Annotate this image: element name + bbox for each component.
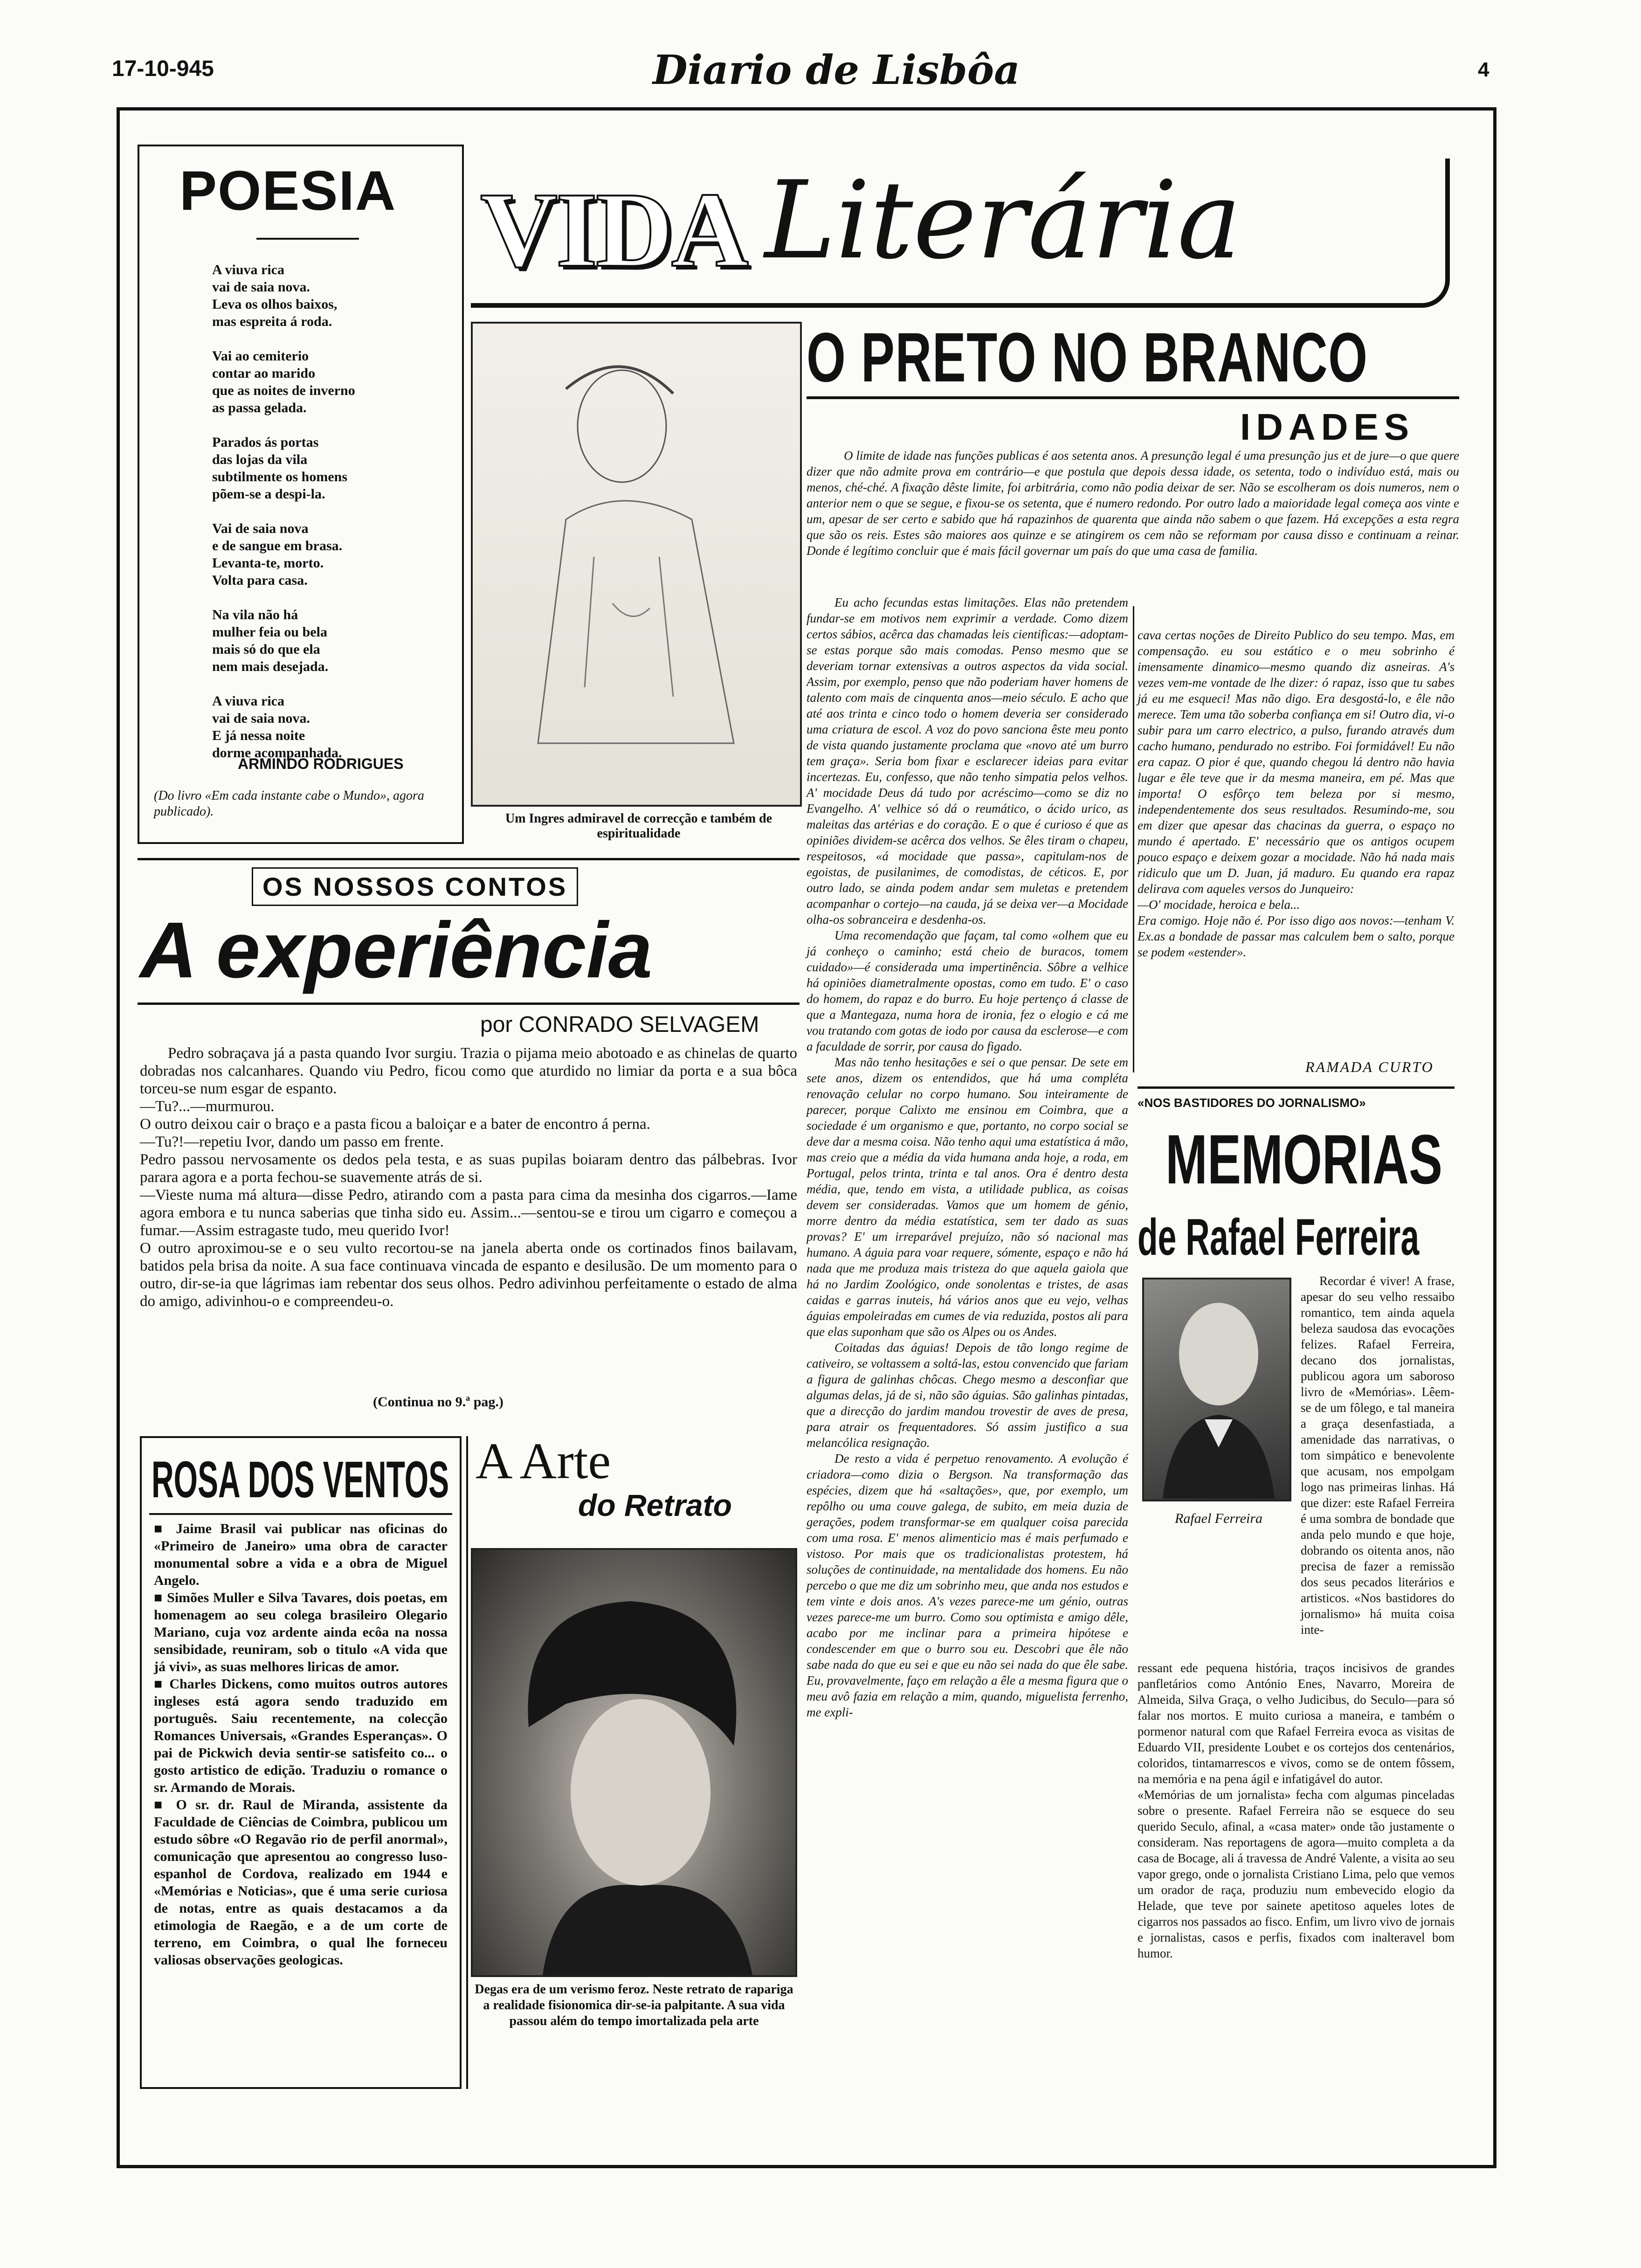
preto-col1 [807,595,1128,1720]
rosa-rule [149,1513,452,1515]
square-bullet-icon: ■ [154,1590,167,1605]
memorias-wide-col: ressant ede pequena história, traços incisivos de grandes panfletários como António Enes, Navarro, Moreira de Almeida, Silva Graça, o velho Judicibus, do Seculo—para só falar nos mortos. E muito curiosa a maneira, e também o pormenor natural com que Rafael Ferreira evoca as visitas de Eduardo VII, presidente Loubet e os cortejos dos centenários, coloridos, tintamarrescos e vivos, como se de ontem fôssem, na memória e na pena ágil e infatigável do autor. «Memórias de um jornalista» fecha com algumas pinceladas sobre o presente. Rafael Ferreira não se esquece do seu querido Seculo, afinal, a «casa mater» onde tão justamente o consideram. Nas reportagens de agora—muito completa a da casa de Bocage, ali á travessa de André Valente, a visita ao seu vapor grego, onde o jornalista Cristiano Lima, pelo que vemos um orador de raça, produziu num embevecido elogio da Helade, que teve por sainete apetitoso aqueles lotes de cigarros nos passados ao fisco. Enfim, um livro vivo de jornais e jornalistas, casos e perfis, fixados com inalteravel bom humor. [1138,1661,1455,1960]
poem-stanza: Na vila não há mulher feia ou bela mais só do que ela nem mais desejada. [212,607,329,674]
poem-stanza: Parados ás portas das lojas da vila subtilmente os homens põem-se a despi-la. [212,435,348,502]
memorias-rule [1138,1086,1455,1089]
item-text: Jaime Brasil vai publicar nas oficinas do «Primeiro de Janeiro» uma obra de caracter monumental sobre a vida e a obra de Miguel Angelo. [154,1521,448,1588]
ingres-caption: Um Ingres admiravel de correcção e também de espiritualidade [505,811,772,841]
story-byline: por CONRADO SELVAGEM [480,1012,759,1037]
preto-author: RAMADA CURTO [1305,1058,1434,1075]
arte-subtitle: do Retrato [578,1488,732,1522]
item-text: Charles Dickens, como muitos outros autores ingleses está agora sendo traduzido em português. Saiu recentemente, na colecção Romances Universais, «Grandes Esperanças». O pai de Pickwich devia sentir-se satisfeito co... o gosto artistico de edição. Traduziu o romance o sr. Armando de Morais. [154,1676,448,1795]
list-item [154,1520,448,1589]
memorias-narrow-col: Recordar é viver! A frase, apesar do seu velho ressaibo romantico, tem ainda aquela beleza saudosa das evocações felizes. Rafael Ferreira, decano dos jornalistas, publicou agora um saboroso livro de «Memórias». Lêem-se de um fôlego, e tal maneira a graça desenfastiada, a amenidade das narrativas, o tom simpático e benevolente que acusam, nos empolgam logo nas primeiras linhas. Há que dizer: este Rafael Ferreira é uma sombra de bondade que anda pelo mundo e que hoje, dobrando os oitenta anos, não precisa de fazer a remissão dos seus pecados literários e artisticos. «Nos bastidores do jornalismo» há muita coisa inte- [1301,1274,1455,1637]
newspaper-title: Diario de Lisbôa [653,47,1020,94]
preto-subhead: IDADES [1240,406,1415,448]
issue-date: 17-10-945 [112,56,214,81]
square-bullet-icon: ■ [154,1521,176,1536]
poem-stanza: A viuva rica vai de saia nova. E já nessa noite dorme acompanhada. [212,693,342,761]
literaria-word: Literária [765,159,1241,283]
rafael-caption: Rafael Ferreira [1175,1511,1263,1526]
woman-portrait-icon [473,1550,795,1975]
paragraph: Uma recomendação que façam, tal como «olhem que eu já conheço o caminho; está cheio de buracos, tomem cuidado»—é considerada uma impertinência. Sôbre a velhice há opiniões diametralmente opostas, como em tudo. E' o caso do homem, do rapaz e do burro. Eu hoje pertenço á classe de que a Mantegaza, numa hora de ironia, fez o elogio e cá me vou tratando com gotas de iodo por causa da esclerose—e com a faculdade de sorrir, por causa do figado. [807,928,1128,1053]
paragraph: De resto a vida é perpetuo renovamento. A evolução é criadora—como dizia o Bergson. Na transformação das espécies, dizem que há «saltações», que, por exemplo, um repôlho ou uma couve galega, de subito, em meia duzia de gerações, podem transformar-se em qualquer coisa parecida com uma rosa. E' menos alimenticio mas é mais perfumado e vistoso. Por mais que os tradicionalistas protestem, há soluções de continuidade, na mentalidade dos homens. Eu não percebo o que me diz um sobrinho meu, que anda nos estudos e tem vinte e dois anos. A's vezes parece-me um génio, outras vezes parece-me um burro. Como sou optimista e amigo dêle, acabo por me inclinar para a primeira hipótese e condescender em que o burro sou eu. Descobri que êle não sabe nada do que eu sei e que eu não sei nada do que êle sabe. Eu, provavelmente, faço em relação a êle a mesma figura que o meu avô fazia em relação a mim, quando, miguelista ferrenho, me expli- [807,1452,1128,1719]
poem-author: ARMINDO RODRIGUES [238,755,404,772]
list-item [154,1796,448,1969]
memorias-subtitle: de Rafael Ferreira [1138,1209,1420,1266]
paragraph: Coitadas das águias! Depois de tão longo regime de cativeiro, se voltassem a soltá-las, estou convencido que fariam a figura de galinhas chôcas. Chego mesmo a desconfiar que algumas delas, já de si, não são águias. São galinhas pintadas, que a direcção do jardim mandou trovestir de aves de presa, para atrair os frequentadores. Só assim justifico a sua melancólica resignação. [807,1341,1128,1450]
arte-title: A Arte [476,1432,611,1489]
rosa-list [154,1520,448,1969]
degas-caption: Degas era de um verismo feroz. Neste retrato de rapariga a realidade fisionomica dir-se-ia palpitante. A sua vida passou além do tempo imortalizada pela arte [475,1982,793,2028]
list-item [154,1675,448,1796]
continua-note: (Continua no 9.ª pag.) [373,1394,503,1410]
column-rule [1133,606,1134,1072]
square-bullet-icon: ■ [154,1676,170,1692]
memorias-title: MEMORIAS [1165,1120,1442,1198]
degas-portrait [471,1548,797,1977]
contos-kicker: OS NOSSOS CONTOS [252,867,578,906]
title-rule [138,1003,800,1005]
preto-headline: O PRETO NO BRANCO [807,318,1368,396]
sketch-figure-icon [473,324,800,805]
headline-rule [807,396,1459,399]
vida-word: VIDA [480,170,747,289]
story-title: A experiência [140,906,653,995]
list-item [154,1589,448,1675]
page-number: 4 [1478,58,1489,81]
poem-stanza: Vai de saia nova e de sangue em brasa. Levanta-te, morto. Volta para casa. [212,521,343,588]
poesia-title: POESIA [179,159,397,222]
paragraph: Mas não tenho hesitações e sei o que pensar. De sete em sete anos, dizem os entendidos, que há uma compléta renovação celular no corpo humano. Sou inteiramente de parecer, porque Calixto me ensinou em Coimbra, que a sociedade é um organismo e que, portanto, no corpo social se deve dar a mesma coisa. Não tenho aqui uma estatística á mão, mas creio que a média da vida humana anda hoje, a roda, em Portugal, pelos trinta, trinta e tal anos. Ora é dentro desta média, que, tendo em vista, a utilidade publica, as coisas devem ser consideradas. Vamos que um homem de génio, morre dentro da média estatística, sem ter dado as suas provas? E' um irreparável prejuízo, não só nacional mas humano. A águia para voar requere, sómente, espaço e não há nada que me produza mais tristeza do que aquela gaiola que há no Jardim Zoológico, onde sonolentas e tristes, de asas caidas e garras inuteis, há vários anos que eu vejo, velhas águias empoleiradas em cumes de via reduzida, postos ali para que elas suponham que são os Alpes ou os Andes. [807,1055,1128,1339]
story-body: Pedro sobraçava já a pasta quando Ivor surgiu. Trazia o pijama meio abotoado e as chinelas de quarto dobradas nos calcanhares. Quando viu Pedro, ficou como que aturdido no limiar da porta e a sua bôca torceu-se num esgar de espanto. —Tu?...—murmurou. O outro deixou cair o braço e a pasta ficou a baloiçar e a bater de encontro á perna. —Tu?!—repetiu Ivor, dando um passo em frente. Pedro passou nervosamente os dedos pela testa, e as suas pupilas boiaram dentro das pálbebras. Ivor parara agora e a porta fechou-se suavemente atrás de si. —Vieste numa má altura—disse Pedro, atirando com a pasta para cima da mesinha dos cigarros.—Iame agora embora e tu nunca saberias que tinha sido eu. Assim...—sentou-se e tirou um cigarro e começou a fumar.—Assim estragaste tudo, meu querido Ivor! O outro aproximou-se e o seu vulto recortou-se na janela aberta onde os cortinados finos bailavam, batidos pela brisa da noite. A sua face continuava vincada de espanto e desilusão. De um momento para o outro, dir-se-ia que lágrimas iam rebentar dos seus olhos. Pedro adivinhou perfeitamente o estado de alma do amigo, adivinhou-o e compreendeu-o. [140,1045,797,1310]
memorias-kicker: «NOS BASTIDORES DO JORNALISMO» [1138,1096,1366,1110]
preto-intro: O limite de idade nas funções publicas é aos setenta anos. A presunção legal é uma presunção jus et de jure—o que quere dizer que não admite prova em contrário—e que postula que depois dessa idade, os setenta, todo o indivíduo está, mais ou menos, ché-ché. A fixação dêste limite, foi arbitrária, como não podia deixar de ser. Não se escolheram os dois numeros, nem o anterior nem o que se segue, e fixou-se os setenta, que é numero redondo. Por outro lado a maioridade legal começa aos vinte e um, apesar de ser certo e sabido que há rapazinhos de quarenta que ainda não sabem o que fazem. Há excepções a esta regra que são os reis. Estes são maiores aos quinze e se atingirem os cem não se reformam por causa disso e continuam a reinar. Donde é legítimo concluir que é mais fácil governar um país do que uma casa de familia. [807,449,1459,558]
poem-source-note: (Do livro «Em cada instante cabe o Mundo», agora publicado). [154,788,424,819]
item-text: O sr. dr. Raul de Miranda, assistente da Faculdade de Ciências de Coimbra, publicou um estudo sôbre «O Regavão rio de perfil anormal», comunicação que apresentou ao congresso luso-espanhol de Cordova, realizado em 1944 e «Memórias e Noticias», que é uma serie curiosa de notas, entre as quais destacamos a da etimologia de Raegão, e a de um corte de terreno, em Coimbra, o qual lhe forneceu valiosas observações geologicas. [154,1797,448,1968]
man-portrait-icon [1144,1279,1289,1500]
square-bullet-icon: ■ [154,1797,176,1812]
poem [212,261,455,761]
poem-stanza: Vai ao cemiterio contar ao marido que as noites de inverno as passa gelada. [212,348,355,415]
contos-rule [138,858,800,860]
rafael-ferreira-photo [1142,1278,1291,1501]
paragraph: Eu acho fecundas estas limitações. Elas não pretendem fundar-se em motivos nem exprimir a verdade. Como dizem certos sábios, acêrca das chamadas leis cientificas:—adoptam-se estas porque são mais comodas. Penso mesmo que se deveriam tornar extensivas a outros aspectos da vida social. Assim, por exemplo, penso que não poderiam haver homens de talento com mais de cinquenta anos—meio século. E acho que até aos trinta e cinco todo o homem deveria ser considerado uma criatura de escol. A voz do povo sanciona êste meu ponto de vista quando justamente proclama que «novo até um burro tem graça». Seria bom fixar e esclarecer ideias para evitar incertezas. Eu, confesso, que não tenho simpatia pelos velhos. A' mocidade Deus dá tudo por acréscimo—como se diz no Evangelho. A' velhice só dá o reumático, o ácido urico, as maleitas das artérias e do coração. E o que é curioso é que as opiniões dividem-se acêrca dos velhos. Se êles tiram o chapeu, respeitosos, «á mocidade que passa», capitulam-nos de egoistas, de pusilanimes, de comodistas, de céticos. E, por outro lado, se ainda podem andar sem muletas e pretendem acompanhar o cortejo—na cauda, já se deixa ver—a Mocidade olha-os sobranceira e desdenha-os. [807,595,1128,927]
ornament-rule [256,238,359,240]
ingres-portrait [471,322,802,807]
rosa-title: ROSA DOS VENTOS [152,1451,449,1508]
preto-col2: cava certas noções de Direito Publico do seu tempo. Mas, em compensação. eu sou estático e o meu sobrinho é imensamente dinamico—mesmo quando diz asneiras. A's vezes vem-me vontade de lhe dizer: ó rapaz, isso que tu sabes já eu me esqueci! Mas não digo. Era desgostá-lo, e êle não merece. Tem uma tão soberba confiança em si! Outro dia, vi-o subir para um carro electrico, a pulso, furando através dum cacho humano, pendurado no estribo. Foi formidável! Eu não era capaz. O pior é que, quando chegou lá dentro não havia lugar e êle teve que ir da mesma maneira, em pé. Mas que importa! O esfôrço tem beleza por si mesmo, independentemente dos seus resultados. Resumindo-me, sou em dizer que apesar das chacinas da guerra, o espaço no mundo é apertado. E' necessário que os antigos ocupem pouco espaço e deixem gozar a mocidade. Não há nada mais ridiculo que um D. Juan, já maduro. Eu quando era rapaz delirava com aqueles versos do Junqueiro: —O' mocidade, heroica e bela... Era comigo. Hoje não é. Por isso digo aos novos:—tenham V. Ex.as a bondade de passar mas calculem bem o salto, porque se podem «estender». [1138,628,1455,959]
item-text: Simões Muller e Silva Tavares, dois poetas, em homenagem ao seu colega brasileiro Olegario Mariano, cuja voz ardente ainda ecôa na nossa sensibidade, reuniram, sob o titulo «A vida que já vivi», as suas melhores liricas de amor. [154,1590,448,1674]
poem-stanza: A viuva rica vai de saia nova. Leva os olhos baixos, mas espreita á roda. [212,262,338,329]
arte-left-rule [466,1436,468,2089]
